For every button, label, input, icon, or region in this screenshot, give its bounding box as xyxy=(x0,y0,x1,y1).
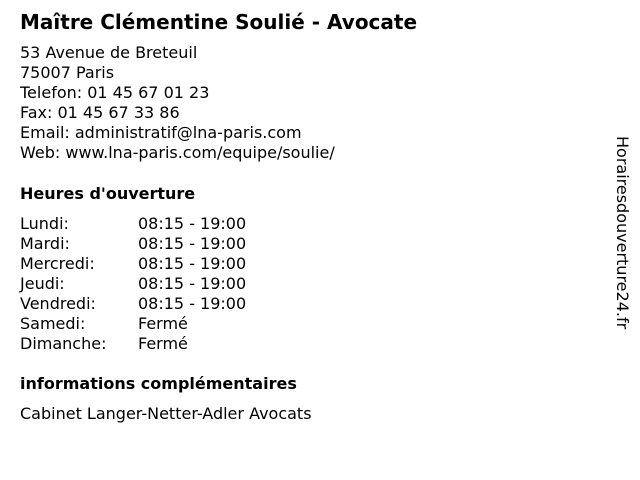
day-hours: 08:15 - 19:00 xyxy=(138,234,247,253)
contact-block xyxy=(20,43,335,163)
day-label: Mercredi: xyxy=(20,254,95,273)
day-hours: 08:15 - 19:00 xyxy=(138,254,247,273)
day-label: Jeudi: xyxy=(20,274,65,293)
day-hours: Fermé xyxy=(138,314,188,333)
day-label: Lundi: xyxy=(20,214,69,233)
extra-info-text: Cabinet Langer-Netter-Adler Avocats xyxy=(20,404,312,423)
day-label: Mardi: xyxy=(20,234,70,253)
day-label: Vendredi: xyxy=(20,294,96,313)
day-hours: Fermé xyxy=(138,334,188,353)
extra-info-heading: informations complémentaires xyxy=(20,374,297,393)
fax-number: Fax: 01 45 67 33 86 xyxy=(20,103,180,122)
hours-heading: Heures d'ouverture xyxy=(20,184,196,203)
day-label: Samedi: xyxy=(20,314,86,333)
site-watermark: Horairesdouverture24.fr xyxy=(613,136,632,330)
day-hours: 08:15 - 19:00 xyxy=(138,294,247,313)
city-address: 75007 Paris xyxy=(20,63,115,82)
web-address: Web: www.lna-paris.com/equipe/soulie/ xyxy=(20,143,335,162)
day-hours: 08:15 - 19:00 xyxy=(138,214,247,233)
day-label: Dimanche: xyxy=(20,334,107,353)
phone-number: Telefon: 01 45 67 01 23 xyxy=(20,83,210,102)
email-address: Email: administratif@lna-paris.com xyxy=(20,123,302,142)
street-address: 53 Avenue de Breteuil xyxy=(20,43,198,62)
day-hours: 08:15 - 19:00 xyxy=(138,274,247,293)
page-title: Maître Clémentine Soulié - Avocate xyxy=(20,10,418,34)
